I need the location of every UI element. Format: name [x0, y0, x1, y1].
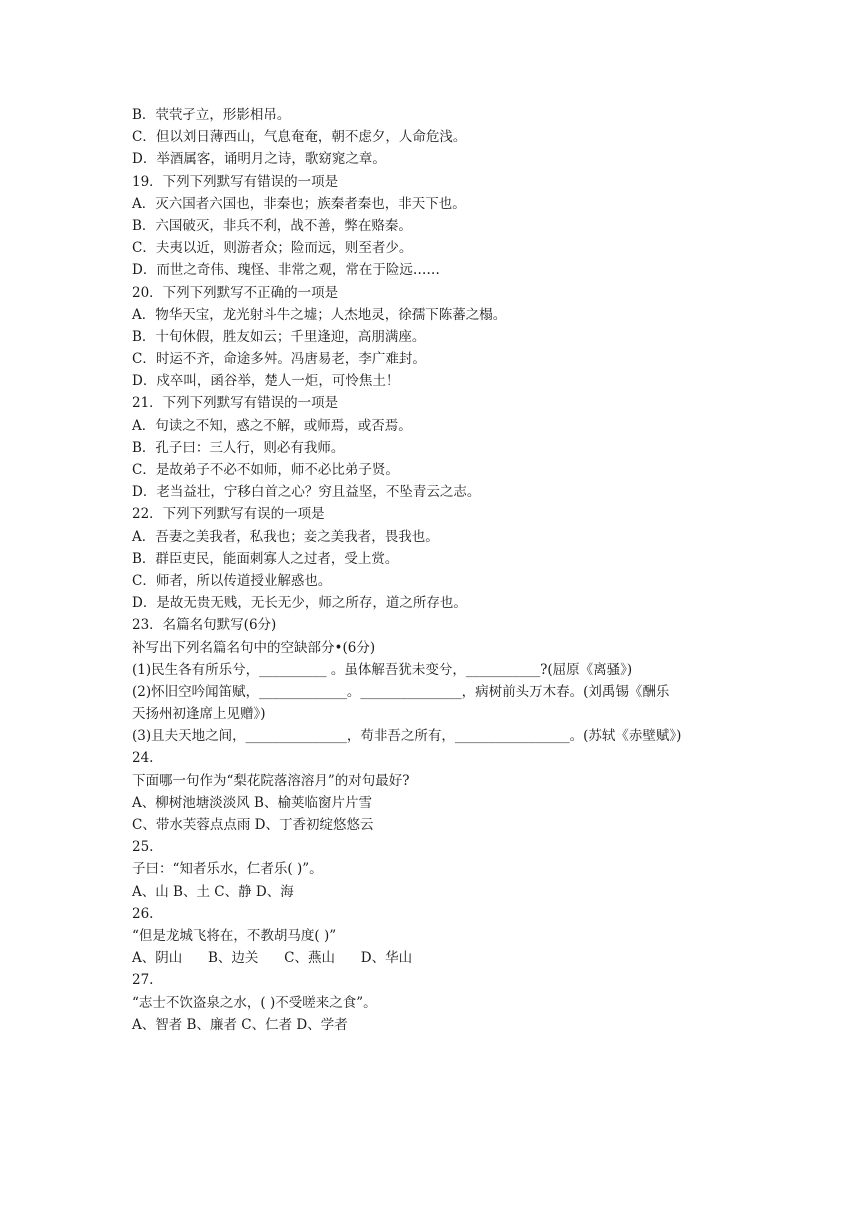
text-line: 补写出下列名篇名句中的空缺部分•(6分)	[132, 639, 376, 656]
text-line: (3)且夫天地之间，_______________，苟非吾之所有，_________________。(苏轼《赤壁赋》)	[132, 728, 682, 745]
text-line: 24.	[132, 750, 154, 767]
text-line: 21．下列下列默写有错误的一项是	[132, 395, 339, 412]
text-line: A．吾妻之美我者，私我也；妾之美我者，畏我也。	[132, 528, 439, 545]
text-line: 23．名篇名句默写(6分)	[132, 617, 277, 634]
text-line: 27.	[132, 972, 154, 989]
text-line: A、阴山 B、边关 C、燕山 D、华山	[132, 950, 413, 967]
text-line: C．时运不齐，命途多舛。冯唐易老，李广难封。	[132, 351, 426, 368]
text-line: A、智者 B、廉者 C、仁者 D、学者	[132, 1016, 348, 1033]
text-line: B．群臣吏民，能面刺寡人之过者，受上赏。	[132, 550, 399, 567]
text-line: (1)民生各有所乐兮，__________ 。虽体解吾犹未变兮，___________?(屈原《离骚》)	[132, 661, 633, 678]
document-body	[132, 104, 732, 1036]
text-line: 天扬州初逢席上见赠》)	[132, 706, 266, 723]
text-line: 25.	[132, 839, 154, 856]
text-line: A、山 B、土 C、静 D、海	[132, 883, 294, 900]
text-line: 26.	[132, 905, 154, 922]
text-line: 20．下列下列默写不正确的一项是	[132, 284, 339, 301]
text-line: B．六国破灭，非兵不利，战不善，弊在赂秦。	[132, 217, 412, 234]
text-line: C．是故弟子不必不如师，师不必比弟子贤。	[132, 462, 399, 478]
text-line: A．句读之不知，惑之不解，或师焉，或否焉。	[132, 417, 412, 434]
text-line: C．但以刘日薄西山，气息奄奄，朝不虑夕，人命危浅。	[132, 129, 467, 146]
text-line: 19．下列下列默写有错误的一项是	[132, 173, 339, 190]
text-line: D．戍卒叫，函谷举，楚人一炬，可怜焦土！	[132, 373, 400, 390]
text-line: D．而世之奇伟、瑰怪、非常之观，常在于险远……	[132, 262, 440, 279]
text-line: D．老当益壮，宁移白首之心？穷且益坚，不坠青云之志。	[132, 484, 481, 501]
text-line: D．举酒属客，诵明月之诗，歌窈窕之章。	[132, 151, 386, 168]
text-line: A．物华天宝，龙光射斗牛之墟；人杰地灵，徐孺下陈蕃之榻。	[132, 306, 507, 323]
text-line: 22．下列下列默写有误的一项是	[132, 506, 325, 523]
text-line: “志士不饮盗泉之水，( )不受嗟来之食”。	[132, 994, 377, 1011]
text-line: A．灭六国者六国也，非秦也；族秦者秦也，非天下也。	[132, 195, 466, 212]
text-line: 下面哪一句作为“梨花院落溶溶月”的对句最好?	[132, 772, 410, 789]
text-line: B．孔子曰：三人行，则必有我师。	[132, 439, 345, 456]
text-line: (2)怀旧空吟闻笛赋，_____________。_______________，病树前头万木春。(刘禹锡《酬乐	[132, 683, 670, 700]
text-line: C．师者，所以传道授业解惑也。	[132, 572, 332, 589]
text-line: B．茕茕孑立，形影相吊。	[132, 107, 291, 123]
text-line: “但是龙城飞将在，不教胡马度( )”	[132, 927, 337, 944]
text-line: B．十旬休假，胜友如云；千里逢迎，高朋满座。	[132, 328, 426, 345]
text-line: D．是故无贵无贱，无长无少，师之所存，道之所存也。	[132, 595, 467, 612]
text-line: C、带水芙蓉点点雨 D、丁香初绽悠悠云	[132, 817, 374, 833]
text-line: 子曰：“知者乐水，仁者乐( )”。	[132, 861, 323, 878]
text-line: A、柳树池塘淡淡风 B、榆荚临窗片片雪	[132, 794, 372, 811]
text-line: C．夫夷以近，则游者众；险而远，则至者少。	[132, 240, 413, 257]
